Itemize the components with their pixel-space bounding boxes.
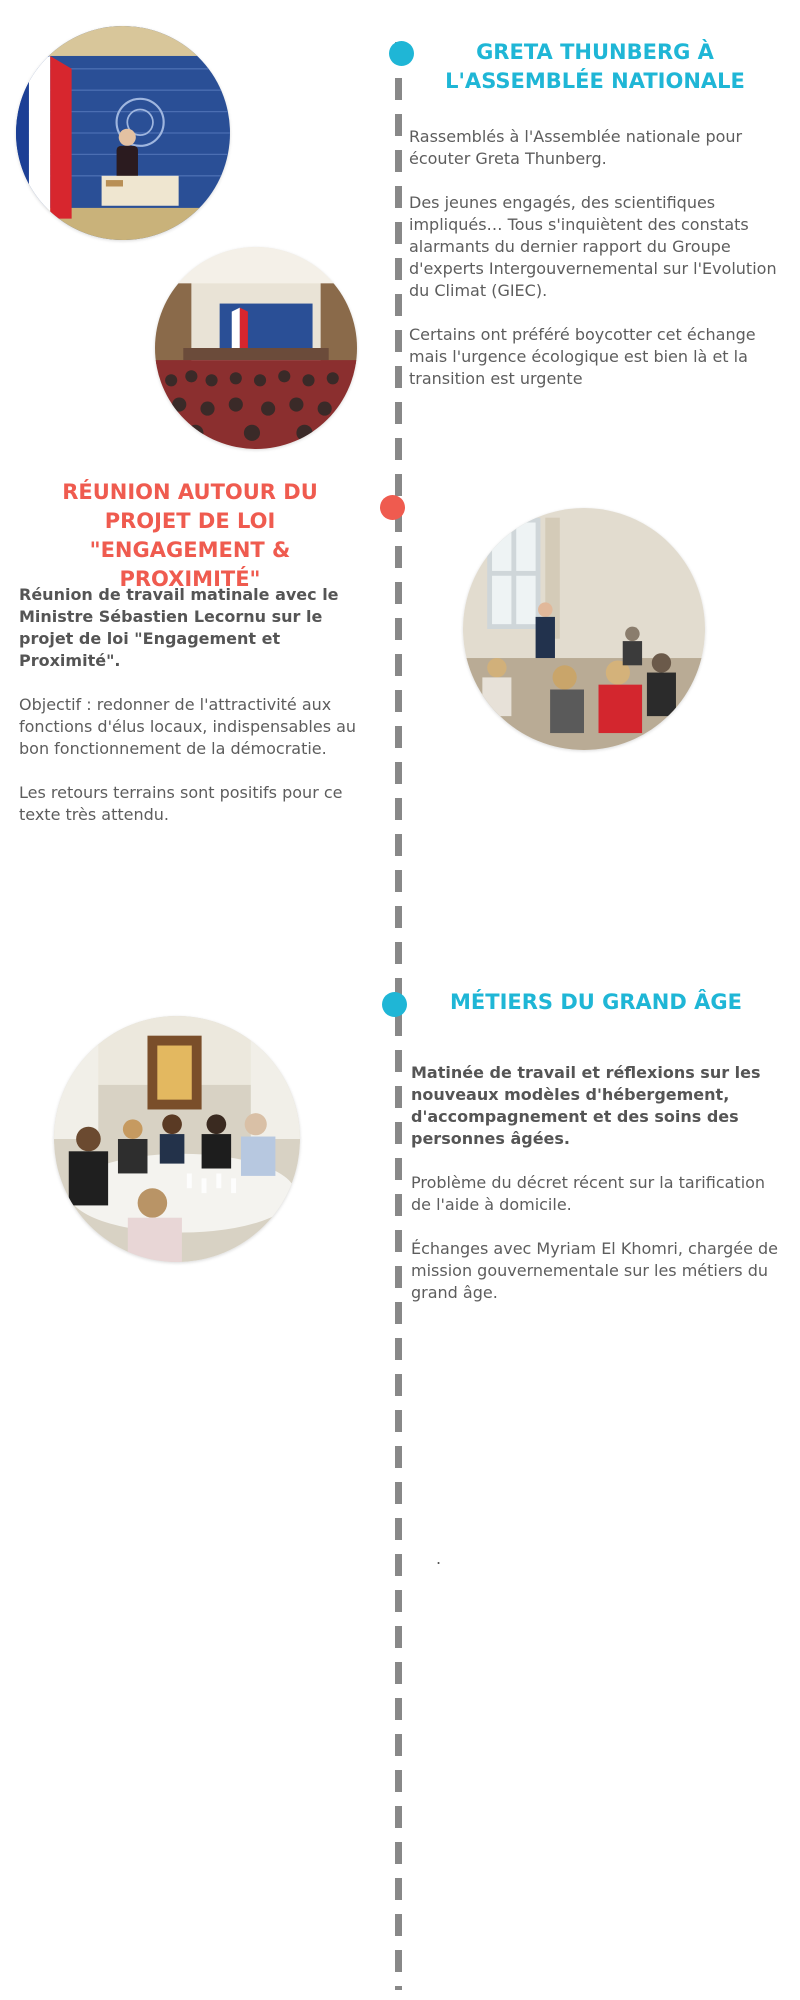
event-title: RÉUNION AUTOUR DU PROJET DE LOI "ENGAGEMENT & PROXIMITÉ" xyxy=(62,480,318,591)
timeline-dot xyxy=(380,495,405,520)
event-title: MÉTIERS DU GRAND ÂGE xyxy=(450,990,742,1014)
event-body xyxy=(409,126,783,412)
event-body xyxy=(411,1062,783,1326)
event-paragraph: Matinée de travail et réflexions sur les nouveaux modèles d'hébergement, d'accompagnement et des soins des personnes âgées. xyxy=(411,1063,761,1148)
photo-roundtable-meeting xyxy=(54,1016,300,1262)
stray-mark: . xyxy=(436,1549,442,1568)
photo-greta-podium xyxy=(16,26,230,240)
event-paragraph: Les retours terrains sont positifs pour ce texte très attendu. xyxy=(19,783,343,824)
event-paragraph: Échanges avec Myriam El Khomri, chargée de mission gouvernementale sur les métiers du grand âge. xyxy=(411,1239,778,1302)
event-paragraph: Rassemblés à l'Assemblée nationale pour écouter Greta Thunberg. xyxy=(409,127,743,168)
event-paragraph: Certains ont préféré boycotter cet échange mais l'urgence écologique est bien là et la transition est urgente xyxy=(409,325,756,388)
photo-assembly-hall xyxy=(155,247,357,449)
event-paragraph: Problème du décret récent sur la tarification de l'aide à domicile. xyxy=(411,1173,766,1214)
event-body xyxy=(19,584,364,848)
photo-minister-meeting xyxy=(463,508,705,750)
event-paragraph: Objectif : redonner de l'attractivité aux fonctions d'élus locaux, indispensables au bon fonctionnement de la démocratie. xyxy=(19,695,357,758)
event-title: GRETA THUNBERG À L'ASSEMBLÉE NATIONALE xyxy=(445,40,745,93)
event-paragraph: Des jeunes engagés, des scientifiques impliqués… Tous s'inquiètent des constats alarmants du dernier rapport du Groupe d'experts Intergouvernemental sur l'Evolution du Climat (GIEC). xyxy=(409,193,777,300)
event-paragraph: Réunion de travail matinale avec le Ministre Sébastien Lecornu sur le projet de loi "Engagement et Proximité". xyxy=(19,585,339,670)
timeline-dot xyxy=(382,992,407,1017)
